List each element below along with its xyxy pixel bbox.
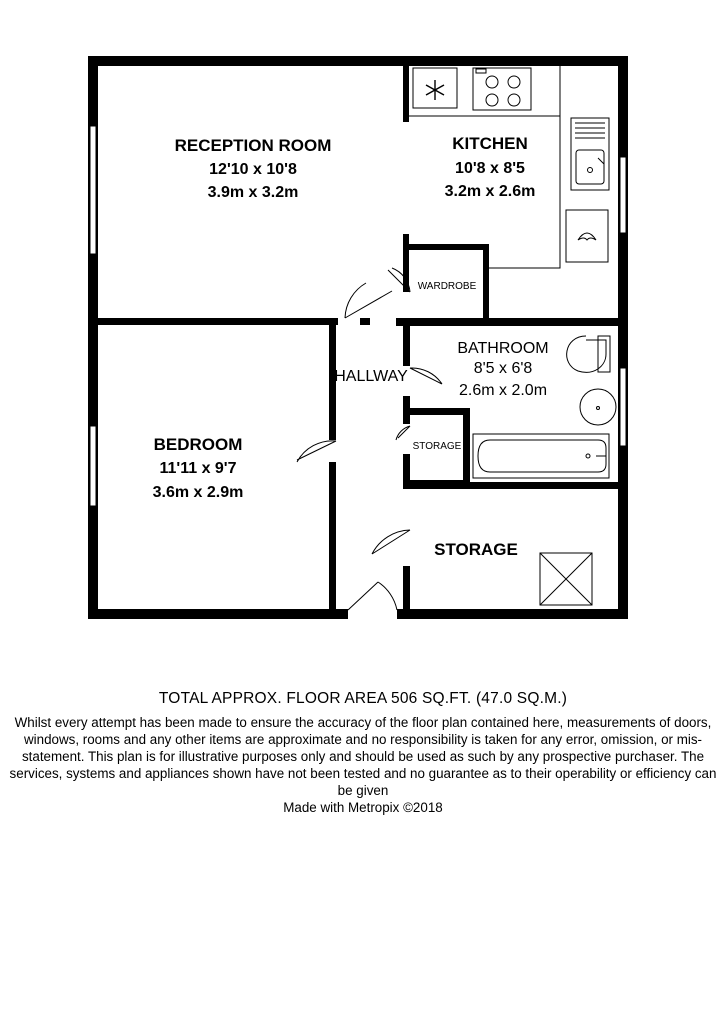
small-storage-name: STORAGE	[412, 441, 462, 452]
wall-bedroom-hallway-lower	[329, 462, 336, 612]
washing-machine	[566, 210, 608, 262]
kitchen-imperial: 10'8 x 8'5	[455, 160, 525, 177]
hallway-name: HALLWAY	[334, 368, 408, 385]
window-bedroom	[90, 426, 96, 506]
bedroom-name: BEDROOM	[153, 435, 243, 454]
bathroom-metric: 2.6m x 2.0m	[458, 382, 548, 399]
washing-machine-drum	[578, 233, 596, 240]
window-reception	[90, 126, 96, 254]
wall-storage-west	[403, 566, 410, 616]
wall-reception-kitchen-top	[403, 66, 409, 122]
reception-imperial: 12'10 x 10'8	[209, 161, 297, 178]
bath-inner	[478, 440, 606, 472]
toilet	[567, 336, 606, 372]
bathroom-fittings	[473, 336, 616, 478]
kitchen-name: KITCHEN	[452, 134, 528, 153]
wall-top	[88, 56, 628, 66]
reception-name: RECEPTION ROOM	[174, 136, 332, 155]
bedroom-metric: 3.6m x 2.9m	[152, 484, 244, 501]
footer	[0, 690, 726, 816]
hob-ring-3	[486, 94, 498, 106]
wall-hallway-east-upper	[403, 326, 410, 366]
large-storage-name: STORAGE	[434, 540, 518, 559]
wall-bottom-left	[88, 609, 348, 619]
bath	[473, 434, 609, 478]
sink-tap	[598, 158, 604, 164]
wardrobe-name: WARDROBE	[417, 281, 477, 292]
loft-hatch	[540, 553, 592, 605]
wall-small-storage-right	[463, 408, 470, 488]
hob-ring-1	[486, 76, 498, 88]
window-bathroom	[620, 368, 626, 446]
wall-wardrobe-top	[403, 244, 489, 250]
hob-ring-4	[508, 94, 520, 106]
wall-reception-hallway-stub	[360, 318, 370, 325]
bedroom-label	[153, 435, 244, 501]
hob-ring-2	[508, 76, 520, 88]
bathroom-label	[457, 340, 548, 399]
door-reception	[345, 283, 392, 318]
bath-plug	[586, 454, 590, 458]
wall-bathroom-storage	[403, 482, 618, 489]
wall-wardrobe-right	[483, 244, 489, 324]
door-small-storage	[396, 426, 410, 440]
door-bathroom	[410, 368, 442, 384]
outer-walls	[88, 56, 628, 619]
reception-label	[175, 136, 332, 201]
snowflake-icon	[426, 80, 444, 100]
door-bedroom	[297, 441, 336, 462]
window-kitchen	[620, 157, 626, 233]
door-storage	[372, 530, 410, 554]
hob-controls	[476, 69, 486, 73]
wall-bottom-right	[397, 609, 628, 619]
toilet-cistern	[598, 336, 610, 372]
disclaimer-text: Whilst every attempt has been made to ensure the accuracy of the floor plan contained here, measurements of doors, windows, rooms and any other items are approximate and no responsibility is taken for any error, omission, or mis-statement. This plan is for illustrative purposes only and should be used as such by any prospective purchaser. The services, systems and appliances shown have not been tested and no guarantee as to their operability or efficiency can be given	[9, 715, 717, 798]
kitchen-label	[445, 134, 536, 200]
sink-plug	[588, 168, 593, 173]
wall-right	[618, 56, 628, 619]
total-floor-area: TOTAL APPROX. FLOOR AREA 506 SQ.FT. (47.0 SQ.M.)	[158, 690, 568, 707]
basin-plug	[597, 407, 600, 410]
made-with-credit: Made with Metropix ©2018	[283, 800, 443, 815]
wall-small-storage-top	[403, 408, 468, 415]
sink	[571, 118, 609, 190]
door-entrance	[348, 582, 397, 610]
wall-reception-bedroom	[98, 318, 338, 325]
wall-kitchen-bathroom	[396, 318, 618, 326]
hob	[473, 68, 531, 110]
bathroom-imperial: 8'5 x 6'8	[473, 360, 533, 377]
reception-metric: 3.9m x 3.2m	[207, 184, 299, 201]
bathroom-name: BATHROOM	[457, 340, 549, 357]
kitchen-metric: 3.2m x 2.6m	[444, 183, 536, 200]
bedroom-imperial: 11'11 x 9'7	[159, 460, 237, 477]
